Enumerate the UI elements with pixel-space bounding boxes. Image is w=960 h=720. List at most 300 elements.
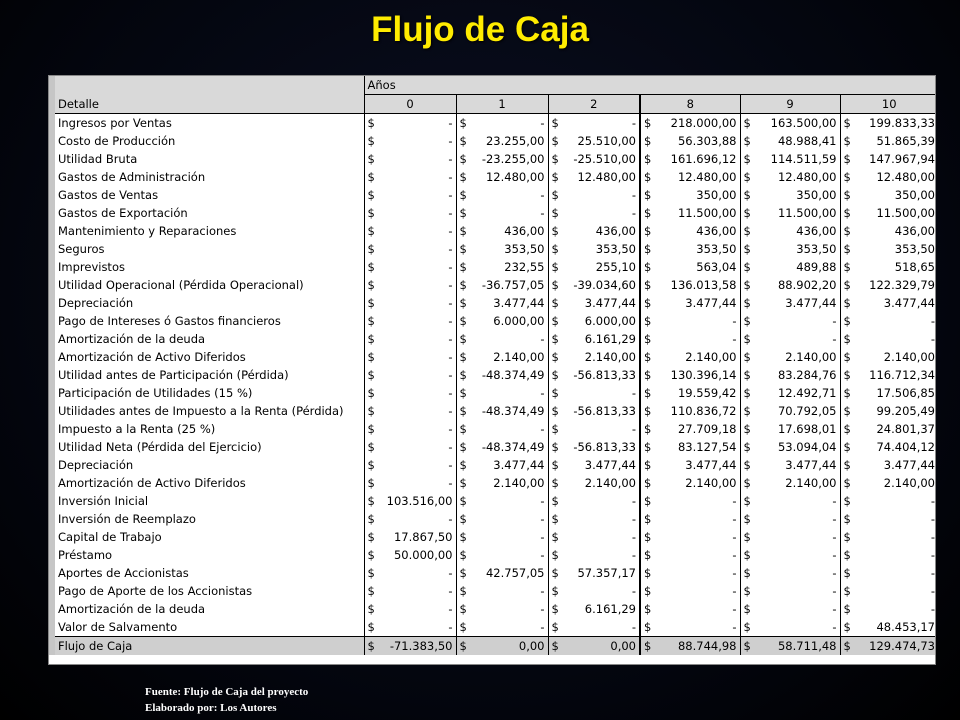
currency-symbol: $ [367,404,375,418]
currency-symbol: $ [459,566,467,580]
currency-symbol: $ [459,458,467,472]
currency-symbol: $ [743,332,751,346]
currency-symbol: $ [367,494,375,508]
currency-symbol: $ [367,242,375,256]
table-row [52,132,936,150]
currency-symbol: $ [551,170,559,184]
currency-symbol: $ [743,152,751,166]
table-row [52,204,936,222]
currency-symbol: $ [640,474,654,492]
value-cell: 2.140,00 [654,348,740,366]
currency-symbol: $ [367,602,375,616]
table-row [52,528,936,546]
table-row [52,330,936,348]
value-cell: 2.140,00 [883,350,935,364]
value-cell: 163.500,00 [754,114,840,133]
currency-symbol: $ [459,512,467,526]
value-cell: 110.836,72 [654,402,740,420]
value-cell: - [930,332,935,346]
currency-symbol: $ [367,476,375,490]
currency-symbol: $ [551,620,559,634]
currency-symbol: $ [367,368,375,382]
value-cell: - [470,600,548,618]
value-cell: 3.477,44 [562,294,640,312]
value-cell: - [654,600,740,618]
currency-symbol: $ [743,548,751,562]
currency-symbol: $ [459,242,467,256]
currency-symbol: $ [843,584,851,598]
value-cell: 3.477,44 [470,456,548,474]
value-cell: - [562,186,640,204]
currency-symbol: $ [551,584,559,598]
value-cell: - [470,492,548,510]
cash-flow-table [49,76,936,655]
value-cell: - [378,330,456,348]
row-label: Depreciación [52,294,364,312]
value-cell: - [754,330,840,348]
row-label: Capital de Trabajo [52,528,364,546]
currency-symbol: $ [459,170,467,184]
year-header: 1 [456,95,548,114]
currency-symbol: $ [743,494,751,508]
value-cell: 17.506,85 [876,386,935,400]
value-cell: 353,50 [754,240,840,258]
value-cell: -23.255,00 [470,150,548,168]
value-cell: 12.480,00 [562,168,640,186]
currency-symbol: $ [548,637,562,656]
currency-symbol: $ [367,296,375,310]
value-cell: 2.140,00 [470,474,548,492]
currency-symbol: $ [459,404,467,418]
value-cell: 42.757,05 [470,564,548,582]
currency-symbol: $ [843,386,851,400]
value-cell: 116.712,34 [869,368,935,382]
currency-symbol: $ [843,134,851,148]
value-cell: 11.500,00 [876,206,935,220]
value-cell: - [754,312,840,330]
currency-symbol: $ [459,620,467,634]
footer-notes [145,684,308,716]
currency-symbol: $ [459,584,467,598]
year-header: 0 [364,95,456,114]
currency-symbol: $ [459,224,467,238]
value-cell: 350,00 [894,188,935,202]
currency-symbol: $ [459,134,467,148]
value-cell: 48.988,41 [754,132,840,150]
currency-symbol: $ [843,548,851,562]
currency-symbol: $ [640,240,654,258]
value-cell: 353,50 [654,240,740,258]
value-cell: - [654,312,740,330]
currency-symbol: $ [367,224,375,238]
row-label: Préstamo [52,546,364,564]
currency-symbol: $ [367,332,375,346]
currency-symbol: $ [843,170,851,184]
currency-symbol: $ [843,422,851,436]
currency-symbol: $ [551,494,559,508]
value-cell: - [654,546,740,564]
value-cell: 83.284,76 [754,366,840,384]
row-label: Imprevistos [52,258,364,276]
table-row [52,582,936,600]
currency-symbol: $ [640,510,654,528]
value-cell: 3.477,44 [883,296,935,310]
value-cell: - [470,546,548,564]
currency-symbol: $ [743,314,751,328]
currency-symbol: $ [843,152,851,166]
currency-symbol: $ [743,224,751,238]
table-row [52,384,936,402]
currency-symbol: $ [551,332,559,346]
value-cell: - [378,600,456,618]
row-label: Amortización de Activo Diferidos [52,474,364,492]
currency-symbol: $ [367,278,375,292]
currency-symbol: $ [640,132,654,150]
value-cell: 114.511,59 [754,150,840,168]
value-cell: 12.492,71 [754,384,840,402]
value-cell: - [470,510,548,528]
value-cell: - [378,402,456,420]
value-cell: 436,00 [754,222,840,240]
value-cell: -39.034,60 [562,276,640,294]
row-label: Seguros [52,240,364,258]
value-cell: - [470,384,548,402]
value-cell: - [654,528,740,546]
currency-symbol: $ [843,278,851,292]
currency-symbol: $ [743,566,751,580]
value-cell: 6.000,00 [470,312,548,330]
value-cell: -36.757,05 [470,276,548,294]
value-cell: - [754,618,840,637]
currency-symbol: $ [551,296,559,310]
currency-symbol: $ [743,260,751,274]
currency-symbol: $ [743,404,751,418]
table-row [52,168,936,186]
value-cell: 48.453,17 [876,620,935,634]
value-cell: 25.510,00 [562,132,640,150]
value-cell: 6.161,29 [562,600,640,618]
value-cell: 12.480,00 [754,168,840,186]
currency-symbol: $ [367,260,375,274]
currency-symbol: $ [367,116,375,130]
value-cell: 3.477,44 [562,456,640,474]
currency-symbol: $ [551,152,559,166]
value-cell: - [470,114,548,133]
value-cell: 17.698,01 [754,420,840,438]
currency-symbol: $ [551,512,559,526]
value-cell: 436,00 [894,224,935,238]
value-cell: -56.813,33 [562,366,640,384]
currency-symbol: $ [551,566,559,580]
value-cell: 0,00 [470,637,548,656]
table-row [52,222,936,240]
currency-symbol: $ [459,422,467,436]
row-label: Mantenimiento y Reparaciones [52,222,364,240]
value-cell: 2.140,00 [754,348,840,366]
value-cell: - [930,584,935,598]
currency-symbol: $ [367,566,375,580]
currency-symbol: $ [459,494,467,508]
currency-symbol: $ [640,618,654,637]
currency-symbol: $ [743,620,751,634]
row-label: Gastos de Ventas [52,186,364,204]
currency-symbol: $ [367,314,375,328]
value-cell: 88.902,20 [754,276,840,294]
value-cell: 518,65 [894,260,935,274]
currency-symbol: $ [551,602,559,616]
row-label: Inversión de Reemplazo [52,510,364,528]
currency-symbol: $ [459,188,467,202]
value-cell: - [470,420,548,438]
value-cell: - [378,312,456,330]
value-cell: - [378,114,456,133]
value-cell: 11.500,00 [754,204,840,222]
value-cell: 103.516,00 [378,492,456,510]
currency-symbol: $ [640,438,654,456]
value-cell: - [378,186,456,204]
currency-symbol: $ [640,312,654,330]
currency-symbol: $ [743,296,751,310]
value-cell: 199.833,33 [869,116,935,130]
value-cell: -56.813,33 [562,438,640,456]
value-cell: 17.867,50 [378,528,456,546]
currency-symbol: $ [743,458,751,472]
table-row [52,618,936,637]
value-cell: 50.000,00 [378,546,456,564]
value-cell: - [470,618,548,637]
currency-symbol: $ [459,602,467,616]
currency-symbol: $ [640,330,654,348]
value-cell: 12.480,00 [654,168,740,186]
value-cell: - [378,474,456,492]
value-cell: 350,00 [754,186,840,204]
currency-symbol: $ [459,296,467,310]
currency-symbol: $ [459,278,467,292]
header-blank-cell [52,76,364,95]
value-cell: -56.813,33 [562,402,640,420]
currency-symbol: $ [640,420,654,438]
row-label: Gastos de Exportación [52,204,364,222]
currency-symbol: $ [640,384,654,402]
currency-symbol: $ [843,530,851,544]
table-row [52,546,936,564]
row-label: Flujo de Caja [52,637,364,656]
value-cell: 129.474,73 [854,637,936,656]
value-cell: 436,00 [654,222,740,240]
value-cell: 6.000,00 [562,312,640,330]
row-label: Utilidad antes de Participación (Pérdida) [52,366,364,384]
value-cell: - [470,582,548,600]
currency-symbol: $ [743,188,751,202]
value-cell: - [470,204,548,222]
currency-symbol: $ [840,637,854,656]
currency-symbol: $ [743,602,751,616]
currency-symbol: $ [551,134,559,148]
year-header: 10 [840,95,936,114]
value-cell: 563,04 [654,258,740,276]
currency-symbol: $ [551,206,559,220]
value-cell: - [654,492,740,510]
table-row [52,366,936,384]
row-label: Costo de Producción [52,132,364,150]
currency-symbol: $ [640,564,654,582]
currency-symbol: $ [843,440,851,454]
value-cell: - [562,582,640,600]
row-label: Utilidad Bruta [52,150,364,168]
currency-symbol: $ [743,134,751,148]
row-label: Utilidad Operacional (Pérdida Operacional) [52,276,364,294]
value-cell: - [654,582,740,600]
row-label: Amortización de la deuda [52,330,364,348]
cash-flow-spreadsheet [48,75,936,665]
currency-symbol: $ [459,260,467,274]
value-cell: - [470,186,548,204]
currency-symbol: $ [743,422,751,436]
currency-symbol: $ [843,458,851,472]
table-row [52,276,936,294]
currency-symbol: $ [843,188,851,202]
value-cell: 3.477,44 [754,456,840,474]
currency-symbol: $ [367,134,375,148]
value-cell: 11.500,00 [654,204,740,222]
currency-symbol: $ [843,602,851,616]
currency-symbol: $ [551,548,559,562]
value-cell: - [378,240,456,258]
value-cell: - [562,114,640,133]
value-cell: - [378,348,456,366]
value-cell: 57.357,17 [562,564,640,582]
row-label: Impuesto a la Renta (25 %) [52,420,364,438]
currency-symbol: $ [367,152,375,166]
value-cell: - [930,602,935,616]
value-cell: - [654,564,740,582]
value-cell: 232,55 [470,258,548,276]
table-row [52,240,936,258]
row-label: Utilidad Neta (Pérdida del Ejercicio) [52,438,364,456]
value-cell: - [378,294,456,312]
value-cell: - [930,314,935,328]
currency-symbol: $ [551,260,559,274]
value-cell: 353,50 [894,242,935,256]
value-cell: - [470,528,548,546]
row-label: Gastos de Administración [52,168,364,186]
currency-symbol: $ [743,278,751,292]
table-row [52,402,936,420]
currency-symbol: $ [367,584,375,598]
currency-symbol: $ [640,258,654,276]
currency-symbol: $ [743,476,751,490]
value-cell: 12.480,00 [470,168,548,186]
currency-symbol: $ [843,566,851,580]
currency-symbol: $ [367,548,375,562]
table-row [52,438,936,456]
value-cell: 51.865,39 [876,134,935,148]
currency-symbol: $ [459,530,467,544]
currency-symbol: $ [551,224,559,238]
value-cell: 2.140,00 [470,348,548,366]
value-cell: - [562,528,640,546]
currency-symbol: $ [640,582,654,600]
value-cell: 3.477,44 [754,294,840,312]
row-label: Participación de Utilidades (15 %) [52,384,364,402]
table-row [52,456,936,474]
value-cell: - [654,330,740,348]
currency-symbol: $ [843,296,851,310]
value-cell: 23.255,00 [470,132,548,150]
table-row [52,600,936,618]
value-cell: - [562,492,640,510]
currency-symbol: $ [459,386,467,400]
row-label: Amortización de la deuda [52,600,364,618]
value-cell: 19.559,42 [654,384,740,402]
row-label: Amortización de Activo Diferidos [52,348,364,366]
table-row [52,150,936,168]
currency-symbol: $ [367,620,375,634]
currency-symbol: $ [367,440,375,454]
value-cell: - [930,548,935,562]
currency-symbol: $ [743,530,751,544]
value-cell: - [930,566,935,580]
value-cell: 56.303,88 [654,132,740,150]
currency-symbol: $ [743,206,751,220]
currency-symbol: $ [364,637,378,656]
value-cell: 12.480,00 [876,170,935,184]
value-cell: 218.000,00 [654,114,740,133]
currency-symbol: $ [640,114,654,133]
value-cell: 436,00 [562,222,640,240]
currency-symbol: $ [459,206,467,220]
value-cell: - [754,528,840,546]
currency-symbol: $ [367,170,375,184]
value-cell: 3.477,44 [470,294,548,312]
currency-symbol: $ [551,368,559,382]
value-cell: 2.140,00 [883,476,935,490]
currency-symbol: $ [843,314,851,328]
value-cell: - [562,546,640,564]
currency-symbol: $ [843,476,851,490]
value-cell: -48.374,49 [470,438,548,456]
value-cell: - [654,618,740,637]
value-cell: 83.127,54 [654,438,740,456]
value-cell: - [930,494,935,508]
value-cell: - [754,600,840,618]
anos-header: Años [364,76,936,95]
currency-symbol: $ [843,116,851,130]
currency-symbol: $ [367,512,375,526]
value-cell: -48.374,49 [470,402,548,420]
currency-symbol: $ [640,294,654,312]
currency-symbol: $ [843,368,851,382]
currency-symbol: $ [843,494,851,508]
currency-symbol: $ [367,188,375,202]
value-cell: - [378,132,456,150]
currency-symbol: $ [367,206,375,220]
value-cell: - [562,420,640,438]
year-header: 8 [640,95,740,114]
currency-symbol: $ [459,368,467,382]
value-cell: - [562,384,640,402]
currency-symbol: $ [551,350,559,364]
value-cell: - [562,510,640,528]
currency-symbol: $ [640,492,654,510]
currency-symbol: $ [743,170,751,184]
currency-symbol: $ [367,386,375,400]
currency-symbol: $ [843,620,851,634]
value-cell: 147.967,94 [869,152,935,166]
value-cell: - [378,168,456,186]
value-cell: 99.205,49 [876,404,935,418]
value-cell: 255,10 [562,258,640,276]
